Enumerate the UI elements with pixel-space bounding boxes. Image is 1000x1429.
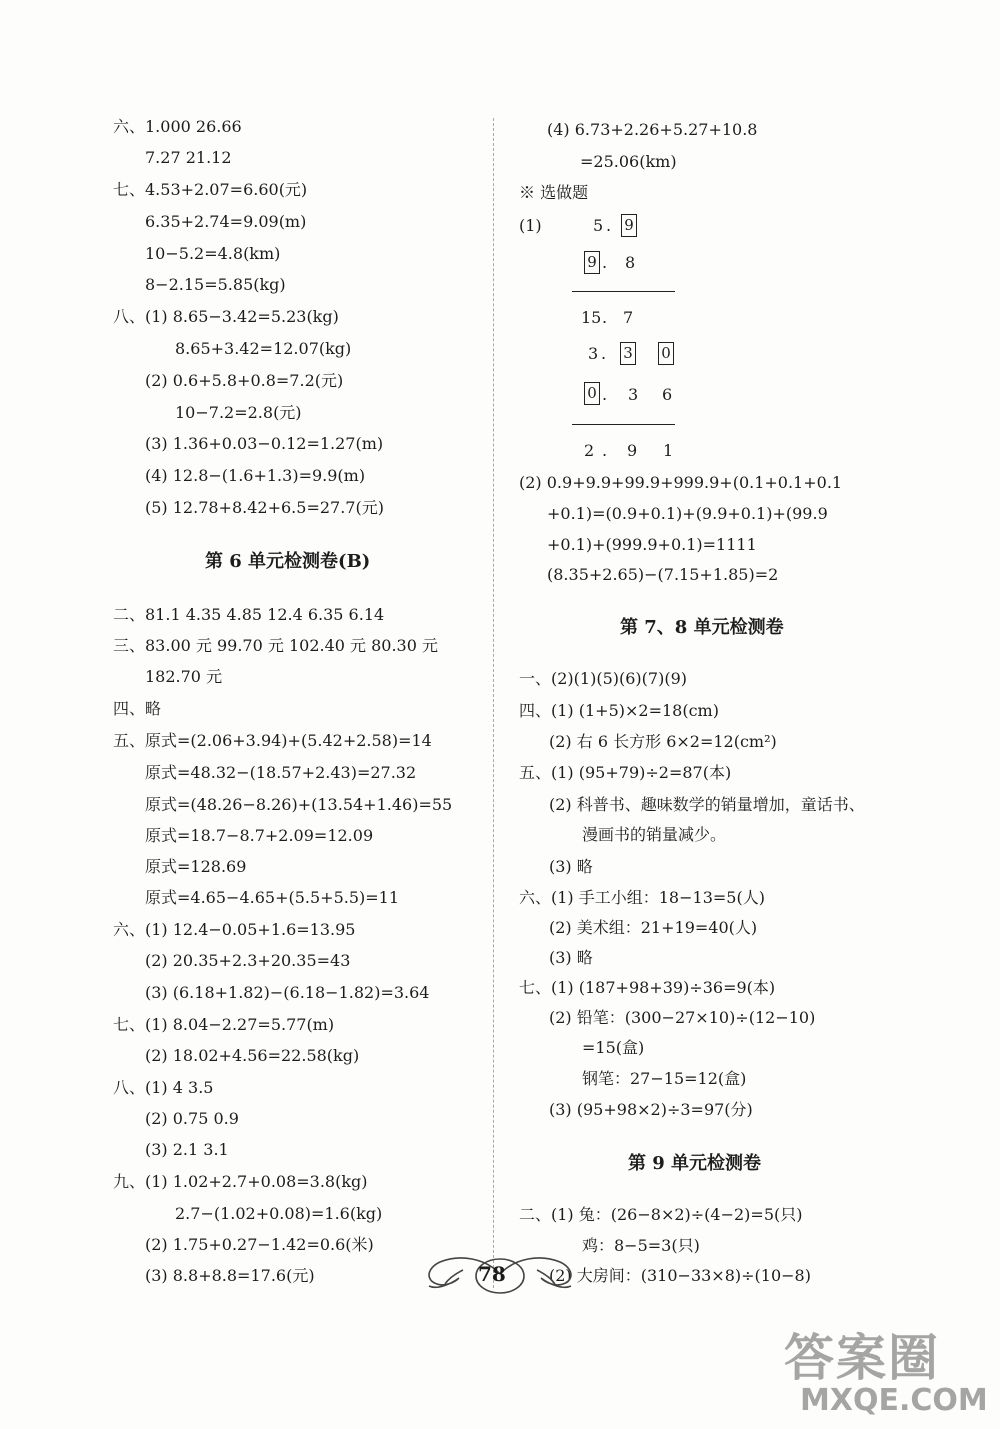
section-heading-unit78: 第 7、8 单元检测卷 (620, 617, 784, 638)
answer-line: (2) 0.75 0.9 (145, 1109, 239, 1128)
puzzle-digit: 5 (593, 216, 604, 235)
puzzle-digit: 15 (581, 308, 602, 327)
puzzle-digit: 8 (625, 253, 636, 272)
puzzle-dot: . (602, 308, 608, 327)
answer-line: 四、略 (113, 699, 162, 718)
answer-line: 10−7.2=2.8(元) (175, 403, 302, 422)
answer-line: +0.1)=(0.9+0.1)+(9.9+0.1)+(99.9 (547, 504, 828, 523)
puzzle-label: (1) (519, 216, 542, 235)
puzzle-box: 3 (620, 342, 636, 365)
answer-line: (2) 0.6+5.8+0.8=7.2(元) (145, 371, 344, 390)
answer-line: (3) (6.18+1.82)−(6.18−1.82)=3.64 (145, 983, 430, 1002)
answer-line: 二、81.1 4.35 4.85 12.4 6.35 6.14 (113, 605, 385, 624)
answer-line: (2) 大房间：(310−33×8)÷(10−8) (549, 1266, 811, 1285)
page-number: 78 (478, 1262, 506, 1286)
answer-line: +0.1)+(999.9+0.1)=1111 (547, 535, 757, 554)
answer-line: 原式=48.32−(18.57+2.43)=27.32 (145, 763, 417, 782)
answer-line: 6.35+2.74=9.09(m) (145, 212, 307, 231)
answer-line: 六、(1) 手工小组：18−13=5(人) (519, 888, 765, 907)
answer-line: 182.70 元 (145, 667, 223, 686)
answer-line: (2) 科普书、趣味数学的销量增加，童话书、 (549, 795, 865, 814)
puzzle-box: 9 (584, 251, 600, 274)
puzzle-digit: 6 (662, 385, 673, 404)
answer-line: (4) 6.73+2.26+5.27+10.8 (547, 120, 758, 139)
watermark-url: MXQE.COM (800, 1383, 988, 1418)
section-heading-unit9: 第 9 单元检测卷 (628, 1153, 762, 1174)
answer-line: =25.06(km) (580, 152, 677, 171)
answer-line: (2) 铅笔：(300−27×10)÷(12−10) (549, 1008, 816, 1027)
answer-line: 八、(1) 8.65−3.42=5.23(kg) (113, 307, 339, 326)
puzzle-box: 0 (658, 342, 674, 365)
answer-line: 鸡：8−5=3(只) (582, 1236, 700, 1255)
answer-line: 九、(1) 1.02+2.7+0.08=3.8(kg) (113, 1172, 368, 1191)
answer-line: (3) 2.1 3.1 (145, 1140, 229, 1159)
answer-line: 原式=128.69 (145, 857, 247, 876)
answer-line: 六、(1) 12.4−0.05+1.6=13.95 (113, 920, 356, 939)
answer-line: (3) 略 (549, 948, 593, 967)
answer-line: 钢笔：27−15=12(盒) (582, 1069, 747, 1088)
answer-line: (8.35+2.65)−(7.15+1.85)=2 (547, 565, 779, 584)
puzzle-dot: . (602, 385, 608, 404)
answer-line: 五、原式=(2.06+3.94)+(5.42+2.58)=14 (113, 731, 432, 750)
answer-line: (2) 右 6 长方形 6×2=12(cm²) (549, 732, 777, 751)
answer-line: 8−2.15=5.85(kg) (145, 275, 286, 294)
puzzle-digit: 9 (627, 441, 638, 460)
answer-line: 7.27 21.12 (145, 148, 232, 167)
answer-line: (2) 1.75+0.27−1.42=0.6(米) (145, 1235, 374, 1254)
section-heading-unit6b: 第 6 单元检测卷(B) (205, 551, 371, 572)
answer-line: 五、(1) (95+79)÷2=87(本) (519, 763, 732, 782)
answer-line: 七、(1) (187+98+39)÷36=9(本) (519, 978, 776, 997)
puzzle-digit: 3 (588, 344, 599, 363)
answer-line: 七、4.53+2.07=6.60(元) (113, 180, 308, 199)
answer-line: 七、(1) 8.04−2.27=5.77(m) (113, 1015, 335, 1034)
answer-line: 原式=4.65−4.65+(5.5+5.5)=11 (145, 888, 400, 907)
answer-line: (2) 20.35+2.3+20.35=43 (145, 951, 351, 970)
puzzle-dot: . (601, 344, 607, 363)
answer-line: 8.65+3.42=12.07(kg) (175, 339, 352, 358)
sum-line (572, 291, 675, 292)
answer-line: (3) 8.8+8.8=17.6(元) (145, 1266, 315, 1285)
optional-label: ※ 选做题 (519, 183, 589, 202)
puzzle-dot: . (602, 253, 608, 272)
puzzle-dot: . (606, 216, 612, 235)
column-divider (493, 118, 494, 1288)
answer-line: (2) 美术组：21+19=40(人) (549, 918, 758, 937)
answer-line: (2) 0.9+9.9+99.9+999.9+(0.1+0.1+0.1 (519, 473, 843, 492)
puzzle-box: 9 (621, 214, 637, 237)
answer-line: (5) 12.78+8.42+6.5=27.7(元) (145, 498, 384, 517)
answer-line: 原式=(48.26−8.26)+(13.54+1.46)=55 (145, 795, 453, 814)
puzzle-digit: 3 (628, 385, 639, 404)
answer-line: =15(盒) (582, 1038, 645, 1057)
puzzle-digit: 2 (584, 441, 595, 460)
answer-line: (3) 1.36+0.03−0.12=1.27(m) (145, 434, 384, 453)
answer-line: 2.7−(1.02+0.08)=1.6(kg) (175, 1204, 383, 1223)
answer-line: 六、1.000 26.66 (113, 117, 242, 136)
answer-line: 一、(2)(1)(5)(6)(7)(9) (519, 669, 687, 688)
answer-line: 二、(1) 兔：(26−8×2)÷(4−2)=5(只) (519, 1205, 803, 1224)
answer-line: (4) 12.8−(1.6+1.3)=9.9(m) (145, 466, 366, 485)
answer-line: (3) 略 (549, 857, 593, 876)
answer-line: 原式=18.7−8.7+2.09=12.09 (145, 826, 374, 845)
answer-line: 漫画书的销量减少。 (582, 825, 727, 844)
puzzle-dot: . (602, 441, 608, 460)
answer-line: 四、(1) (1+5)×2=18(cm) (519, 701, 719, 720)
answer-line: 八、(1) 4 3.5 (113, 1078, 214, 1097)
answer-line: (2) 18.02+4.56=22.58(kg) (145, 1046, 360, 1065)
puzzle-box: 0 (584, 382, 600, 405)
puzzle-digit: 7 (623, 308, 634, 327)
answer-line: (3) (95+98×2)÷3=97(分) (549, 1100, 753, 1119)
answer-line: 10−5.2=4.8(km) (145, 244, 281, 263)
answer-line: 三、83.00 元 99.70 元 102.40 元 80.30 元 (113, 636, 439, 655)
difference-line (572, 424, 675, 425)
watermark-text: 答案圈 (784, 1329, 940, 1387)
puzzle-digit: 1 (663, 441, 674, 460)
